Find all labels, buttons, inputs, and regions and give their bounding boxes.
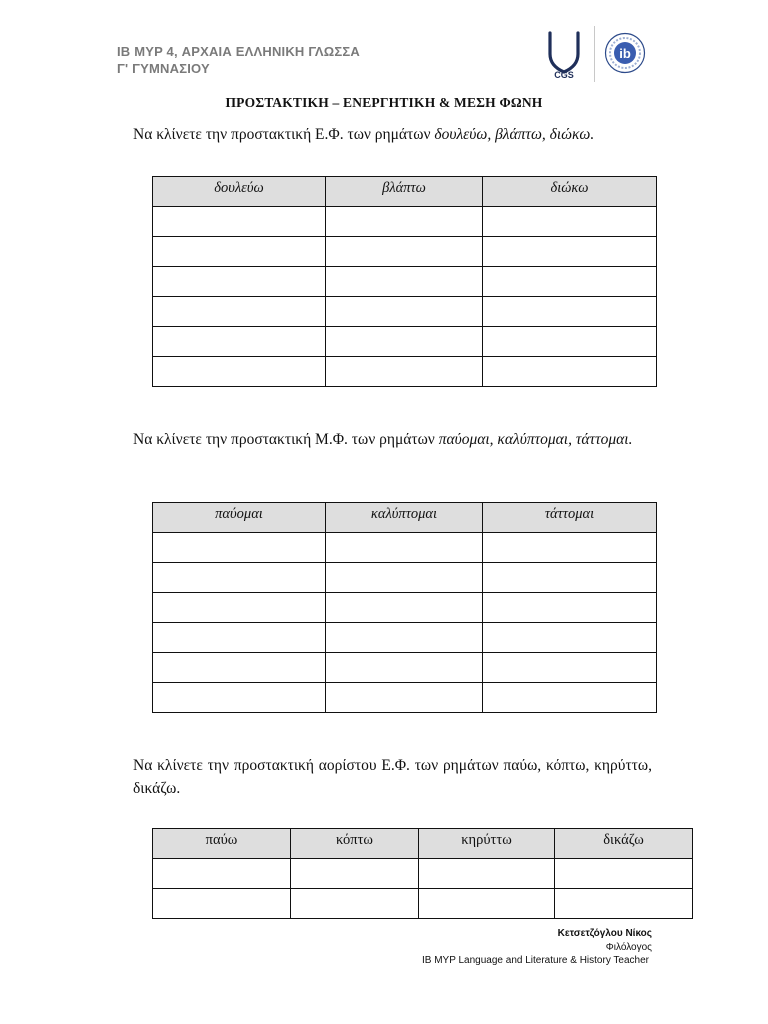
answer-cell[interactable] bbox=[326, 297, 483, 327]
table-row bbox=[153, 267, 657, 297]
table-row bbox=[153, 859, 693, 889]
answer-cell[interactable] bbox=[555, 859, 693, 889]
school-header-line-1: IB MYP 4, ΑΡΧΑΙΑ ΕΛΛΗΝΙΚΗ ΓΛΩΣΣΑ bbox=[117, 44, 361, 59]
answer-cell[interactable] bbox=[483, 207, 657, 237]
answer-cell[interactable] bbox=[326, 593, 483, 623]
cgs-logo-icon bbox=[542, 28, 586, 80]
exercise-2-instruction-text: Να κλίνετε την προστακτική Μ.Φ. των ρημάτων bbox=[133, 431, 439, 448]
exercise-2-table bbox=[152, 502, 657, 713]
table-row bbox=[153, 889, 693, 919]
answer-cell[interactable] bbox=[483, 623, 657, 653]
table-row bbox=[153, 683, 657, 713]
school-header-line-2: Γ' ΓΥΜΝΑΣΙΟΥ bbox=[117, 61, 210, 76]
column-header: δουλεύω bbox=[153, 177, 326, 207]
answer-cell[interactable] bbox=[326, 623, 483, 653]
table-row bbox=[153, 593, 657, 623]
table-row bbox=[153, 237, 657, 267]
answer-cell[interactable] bbox=[326, 563, 483, 593]
exercise-3-instruction bbox=[133, 754, 652, 800]
column-header: τάττομαι bbox=[483, 503, 657, 533]
answer-cell[interactable] bbox=[326, 207, 483, 237]
answer-cell[interactable] bbox=[419, 859, 555, 889]
answer-cell[interactable] bbox=[153, 297, 326, 327]
table-row bbox=[153, 297, 657, 327]
answer-cell[interactable] bbox=[326, 357, 483, 387]
exercise-3-table bbox=[152, 828, 693, 919]
exercise-1-instruction-text: Να κλίνετε την προστακτική Ε.Φ. των ρημάτων bbox=[133, 126, 435, 143]
answer-cell[interactable] bbox=[153, 859, 291, 889]
table-row bbox=[153, 533, 657, 563]
exercise-1-table bbox=[152, 176, 657, 387]
answer-cell[interactable] bbox=[153, 889, 291, 919]
table-row bbox=[153, 207, 657, 237]
table-row bbox=[153, 653, 657, 683]
answer-cell[interactable] bbox=[483, 683, 657, 713]
table-row bbox=[153, 563, 657, 593]
answer-cell[interactable] bbox=[153, 237, 326, 267]
table-row bbox=[153, 357, 657, 387]
cgs-logo-text: CGS bbox=[554, 70, 574, 80]
table-header-row bbox=[153, 177, 657, 207]
table-header-row bbox=[153, 829, 693, 859]
answer-cell[interactable] bbox=[483, 357, 657, 387]
answer-cell[interactable] bbox=[326, 653, 483, 683]
author-name: Κετσετζόγλου Νίκος bbox=[557, 928, 652, 939]
ib-logo-text: ib bbox=[619, 46, 631, 61]
answer-cell[interactable] bbox=[153, 267, 326, 297]
answer-cell[interactable] bbox=[153, 653, 326, 683]
table-row bbox=[153, 327, 657, 357]
answer-cell[interactable] bbox=[483, 563, 657, 593]
column-header: βλάπτω bbox=[326, 177, 483, 207]
answer-cell[interactable] bbox=[483, 237, 657, 267]
author-role: Φιλόλογος bbox=[605, 942, 652, 953]
column-header: δικάζω bbox=[555, 829, 693, 859]
answer-cell[interactable] bbox=[483, 267, 657, 297]
answer-cell[interactable] bbox=[153, 563, 326, 593]
answer-cell[interactable] bbox=[153, 623, 326, 653]
exercise-1-instruction bbox=[133, 123, 652, 146]
exercise-3-verbs: παύω, κόπτω, κηρύττω, δικάζω. bbox=[133, 757, 652, 797]
answer-cell[interactable] bbox=[483, 327, 657, 357]
column-header: παύω bbox=[153, 829, 291, 859]
column-header: καλύπτομαι bbox=[326, 503, 483, 533]
answer-cell[interactable] bbox=[326, 327, 483, 357]
answer-cell[interactable] bbox=[326, 683, 483, 713]
answer-cell[interactable] bbox=[483, 533, 657, 563]
answer-cell[interactable] bbox=[326, 237, 483, 267]
table-row bbox=[153, 623, 657, 653]
answer-cell[interactable] bbox=[326, 533, 483, 563]
answer-cell[interactable] bbox=[153, 683, 326, 713]
answer-cell[interactable] bbox=[483, 297, 657, 327]
answer-cell[interactable] bbox=[153, 207, 326, 237]
answer-cell[interactable] bbox=[291, 859, 419, 889]
column-header: διώκω bbox=[483, 177, 657, 207]
column-header: κόπτω bbox=[291, 829, 419, 859]
answer-cell[interactable] bbox=[153, 593, 326, 623]
column-header: παύομαι bbox=[153, 503, 326, 533]
answer-cell[interactable] bbox=[153, 357, 326, 387]
column-header: κηρύττω bbox=[419, 829, 555, 859]
answer-cell[interactable] bbox=[419, 889, 555, 919]
answer-cell[interactable] bbox=[555, 889, 693, 919]
logo-divider bbox=[594, 26, 595, 82]
answer-cell[interactable] bbox=[326, 267, 483, 297]
exercise-3-instruction-text: Να κλίνετε την προστακτική αορίστου Ε.Φ. των ρημάτων bbox=[133, 757, 504, 774]
answer-cell[interactable] bbox=[291, 889, 419, 919]
exercise-1-verbs: δουλεύω, βλάπτω, διώκω. bbox=[434, 126, 595, 143]
exercise-2-verbs: παύομαι, καλύπτομαι, τάττομαι. bbox=[438, 431, 633, 448]
worksheet-title: ΠΡΟΣΤΑΚΤΙΚΗ – ΕΝΕΡΓΗΤΙΚΗ & ΜΕΣΗ ΦΩΝΗ bbox=[225, 95, 543, 110]
table-header-row bbox=[153, 503, 657, 533]
exercise-2-instruction bbox=[133, 428, 652, 451]
author-position: IB MYP Language and Literature & History Teacher bbox=[422, 955, 649, 966]
answer-cell[interactable] bbox=[483, 593, 657, 623]
answer-cell[interactable] bbox=[153, 327, 326, 357]
answer-cell[interactable] bbox=[483, 653, 657, 683]
ib-logo-icon bbox=[604, 32, 646, 74]
answer-cell[interactable] bbox=[153, 533, 326, 563]
